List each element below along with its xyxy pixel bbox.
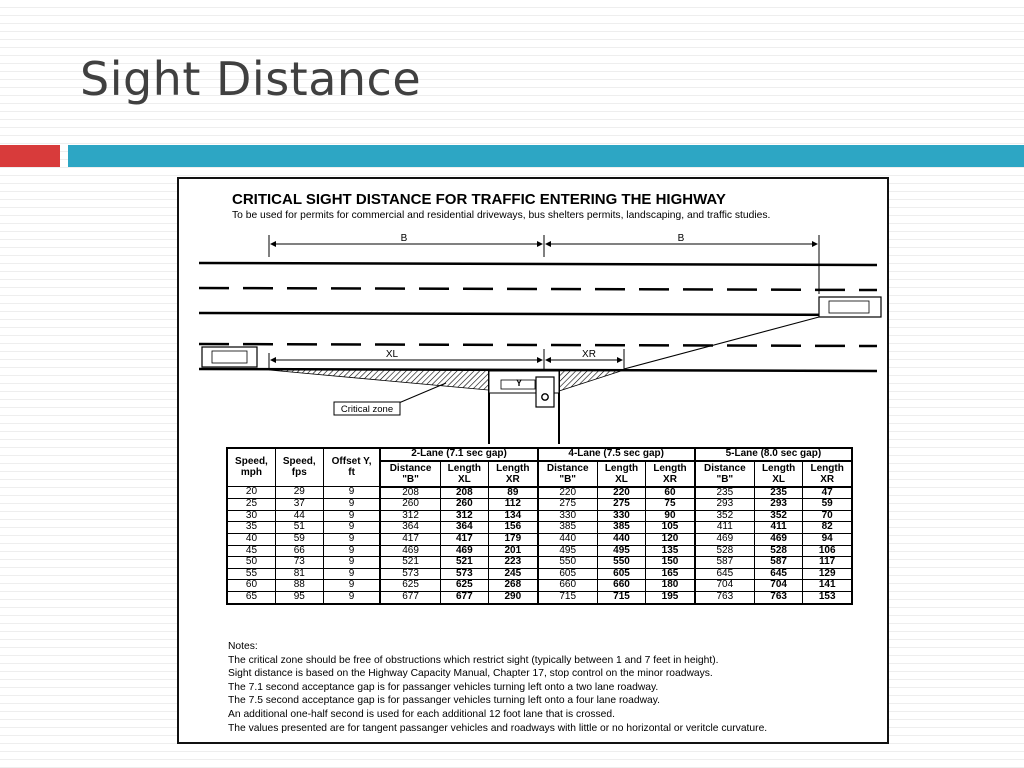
table-cell: 51 xyxy=(275,522,323,534)
table-cell: 763 xyxy=(754,591,802,603)
b-right-label: B xyxy=(677,233,685,244)
header-distance: Distance "B" xyxy=(380,461,440,487)
table-cell: 352 xyxy=(695,510,755,522)
figure-subtitle: To be used for permits for commercial and residential driveways, bus shelters permits, landscaping, and traffic studies. xyxy=(232,210,771,221)
table-cell: 88 xyxy=(275,580,323,592)
table-cell: 704 xyxy=(695,580,755,592)
table-cell: 677 xyxy=(380,591,440,603)
table-cell: 20 xyxy=(227,487,275,499)
header-distance: Distance "B" xyxy=(538,461,598,487)
table-cell: 30 xyxy=(227,510,275,522)
table-cell: 385 xyxy=(597,522,645,534)
table-cell: 112 xyxy=(489,499,538,511)
xr-label: XR xyxy=(582,349,596,360)
note-line: The 7.5 second acceptance gap is for passanger vehicles turning left onto a four lane roadway. xyxy=(228,695,660,707)
y-label: Y xyxy=(515,378,523,388)
table-cell: 469 xyxy=(695,533,755,545)
table-cell: 660 xyxy=(597,580,645,592)
road-diagram xyxy=(179,179,887,444)
table-row xyxy=(227,557,852,569)
table-cell: 293 xyxy=(754,499,802,511)
header-length-xl: Length XL xyxy=(754,461,802,487)
table-cell: 275 xyxy=(597,499,645,511)
table-cell: 411 xyxy=(695,522,755,534)
table-cell: 73 xyxy=(275,557,323,569)
table-cell: 330 xyxy=(538,510,598,522)
header-speed-mph: Speed, mph xyxy=(227,448,275,487)
table-cell: 9 xyxy=(323,591,380,603)
table-cell: 70 xyxy=(803,510,852,522)
table-cell: 625 xyxy=(440,580,488,592)
table-cell: 156 xyxy=(489,522,538,534)
table-cell: 120 xyxy=(646,533,695,545)
table-cell: 293 xyxy=(695,499,755,511)
table-body xyxy=(227,487,852,604)
table-cell: 275 xyxy=(538,499,598,511)
table-group-header-row xyxy=(227,448,852,461)
table-cell: 106 xyxy=(803,545,852,557)
b-left-label: B xyxy=(400,233,408,244)
table-cell: 82 xyxy=(803,522,852,534)
header-speed-fps: Speed, fps xyxy=(275,448,323,487)
table-cell: 129 xyxy=(803,568,852,580)
table-cell: 587 xyxy=(754,557,802,569)
header-distance: Distance "B" xyxy=(695,461,755,487)
table-cell: 81 xyxy=(275,568,323,580)
table-cell: 90 xyxy=(646,510,695,522)
table-cell: 715 xyxy=(597,591,645,603)
table-cell: 469 xyxy=(440,545,488,557)
header-5-lane: 5-Lane (8.0 sec gap) xyxy=(695,448,852,461)
table-cell: 153 xyxy=(803,591,852,603)
header-2-lane: 2-Lane (7.1 sec gap) xyxy=(380,448,537,461)
table-cell: 235 xyxy=(754,487,802,499)
table-cell: 645 xyxy=(695,568,755,580)
table-cell: 95 xyxy=(275,591,323,603)
table-cell: 9 xyxy=(323,487,380,499)
table-row xyxy=(227,591,852,603)
table-cell: 268 xyxy=(489,580,538,592)
road-edge-top xyxy=(199,263,877,265)
table-cell: 9 xyxy=(323,580,380,592)
table-cell: 44 xyxy=(275,510,323,522)
table-cell: 59 xyxy=(275,533,323,545)
table-cell: 411 xyxy=(754,522,802,534)
table-cell: 417 xyxy=(380,533,440,545)
table-row xyxy=(227,510,852,522)
table-cell: 605 xyxy=(538,568,598,580)
table-cell: 94 xyxy=(803,533,852,545)
table-cell: 715 xyxy=(538,591,598,603)
table-cell: 165 xyxy=(646,568,695,580)
table-cell: 312 xyxy=(440,510,488,522)
note-line: The critical zone should be free of obstructions which restrict sight (typically between 1 and 7 feet in height). xyxy=(228,654,719,666)
header-length-xr: Length XR xyxy=(489,461,538,487)
table-cell: 134 xyxy=(489,510,538,522)
lane-line-dashed-2 xyxy=(199,344,877,346)
road-center-line xyxy=(199,313,877,315)
critical-zone-label: Critical zone xyxy=(340,404,394,415)
table-cell: 469 xyxy=(380,545,440,557)
table-cell: 59 xyxy=(803,499,852,511)
table-cell: 645 xyxy=(754,568,802,580)
table-cell: 528 xyxy=(754,545,802,557)
table-cell: 625 xyxy=(380,580,440,592)
table-cell: 195 xyxy=(646,591,695,603)
table-cell: 40 xyxy=(227,533,275,545)
table-cell: 677 xyxy=(440,591,488,603)
table-cell: 150 xyxy=(646,557,695,569)
accent-bar-blue xyxy=(68,145,1024,167)
table-cell: 208 xyxy=(380,487,440,499)
note-line: An additional one-half second is used for each additional 12 foot lane that is crossed. xyxy=(228,708,615,720)
table-cell: 66 xyxy=(275,545,323,557)
table-cell: 573 xyxy=(440,568,488,580)
table-cell: 50 xyxy=(227,557,275,569)
header-length-xl: Length XL xyxy=(440,461,488,487)
table-cell: 469 xyxy=(754,533,802,545)
table-cell: 385 xyxy=(538,522,598,534)
table-cell: 135 xyxy=(646,545,695,557)
note-line: The 7.1 second acceptance gap is for passanger vehicles turning left onto a two lane roadway. xyxy=(228,681,659,693)
note-line: Sight distance is based on the Highway Capacity Manual, Chapter 17, stop control on the minor roadways. xyxy=(228,668,713,680)
table-cell: 223 xyxy=(489,557,538,569)
table-cell: 141 xyxy=(803,580,852,592)
table-cell: 352 xyxy=(754,510,802,522)
xl-label: XL xyxy=(385,349,399,360)
table-cell: 550 xyxy=(597,557,645,569)
header-length-xr: Length XR xyxy=(803,461,852,487)
header-length-xl: Length XL xyxy=(597,461,645,487)
table-cell: 208 xyxy=(440,487,488,499)
lane-line-dashed xyxy=(199,288,877,290)
table-cell: 763 xyxy=(695,591,755,603)
table-cell: 364 xyxy=(380,522,440,534)
table-cell: 9 xyxy=(323,510,380,522)
sight-distance-figure xyxy=(177,177,889,744)
table-cell: 521 xyxy=(380,557,440,569)
table-cell: 179 xyxy=(489,533,538,545)
table-cell: 495 xyxy=(597,545,645,557)
table-row xyxy=(227,522,852,534)
table-cell: 364 xyxy=(440,522,488,534)
table-cell: 9 xyxy=(323,557,380,569)
table-cell: 440 xyxy=(538,533,598,545)
table-cell: 521 xyxy=(440,557,488,569)
table-row xyxy=(227,499,852,511)
table-cell: 605 xyxy=(597,568,645,580)
figure-notes xyxy=(228,640,767,735)
table-cell: 312 xyxy=(380,510,440,522)
table-row xyxy=(227,533,852,545)
note-line: The values presented are for tangent passanger vehicles and roadways with little or no horizontal or veritcle curvature. xyxy=(228,722,768,734)
table-cell: 9 xyxy=(323,545,380,557)
table-cell: 550 xyxy=(538,557,598,569)
table-cell: 25 xyxy=(227,499,275,511)
table-cell: 89 xyxy=(489,487,538,499)
notes-heading: Notes: xyxy=(228,641,258,652)
table-cell: 220 xyxy=(597,487,645,499)
table-cell: 65 xyxy=(227,591,275,603)
vehicle-right xyxy=(819,297,881,317)
table-row xyxy=(227,487,852,499)
table-cell: 440 xyxy=(597,533,645,545)
table-cell: 201 xyxy=(489,545,538,557)
slide-title: Sight Distance xyxy=(80,52,422,106)
table-cell: 260 xyxy=(380,499,440,511)
table-cell: 330 xyxy=(597,510,645,522)
table-cell: 60 xyxy=(227,580,275,592)
table-cell: 417 xyxy=(440,533,488,545)
table-cell: 587 xyxy=(695,557,755,569)
table-cell: 37 xyxy=(275,499,323,511)
header-4-lane: 4-Lane (7.5 sec gap) xyxy=(538,448,695,461)
sight-distance-table xyxy=(226,447,853,605)
figure-title: CRITICAL SIGHT DISTANCE FOR TRAFFIC ENTERING THE HIGHWAY xyxy=(232,191,726,208)
header-length-xr: Length XR xyxy=(646,461,695,487)
vehicle-left xyxy=(202,347,257,367)
table-cell: 235 xyxy=(695,487,755,499)
table-cell: 290 xyxy=(489,591,538,603)
table-cell: 75 xyxy=(646,499,695,511)
accent-bar-red xyxy=(0,145,60,167)
table-cell: 45 xyxy=(227,545,275,557)
table-cell: 9 xyxy=(323,533,380,545)
table-cell: 9 xyxy=(323,499,380,511)
table-row xyxy=(227,568,852,580)
table-row xyxy=(227,580,852,592)
table-cell: 47 xyxy=(803,487,852,499)
table-cell: 660 xyxy=(538,580,598,592)
table-cell: 245 xyxy=(489,568,538,580)
table-cell: 704 xyxy=(754,580,802,592)
header-offset: Offset Y, ft xyxy=(323,448,380,487)
table-cell: 29 xyxy=(275,487,323,499)
table-cell: 220 xyxy=(538,487,598,499)
table-cell: 9 xyxy=(323,522,380,534)
table-cell: 528 xyxy=(695,545,755,557)
table-cell: 573 xyxy=(380,568,440,580)
table-cell: 9 xyxy=(323,568,380,580)
table-cell: 180 xyxy=(646,580,695,592)
vehicle-entering xyxy=(536,377,554,407)
table-cell: 105 xyxy=(646,522,695,534)
table-cell: 55 xyxy=(227,568,275,580)
table-row xyxy=(227,545,852,557)
table-cell: 117 xyxy=(803,557,852,569)
table-cell: 260 xyxy=(440,499,488,511)
table-cell: 495 xyxy=(538,545,598,557)
table-cell: 35 xyxy=(227,522,275,534)
table-cell: 60 xyxy=(646,487,695,499)
